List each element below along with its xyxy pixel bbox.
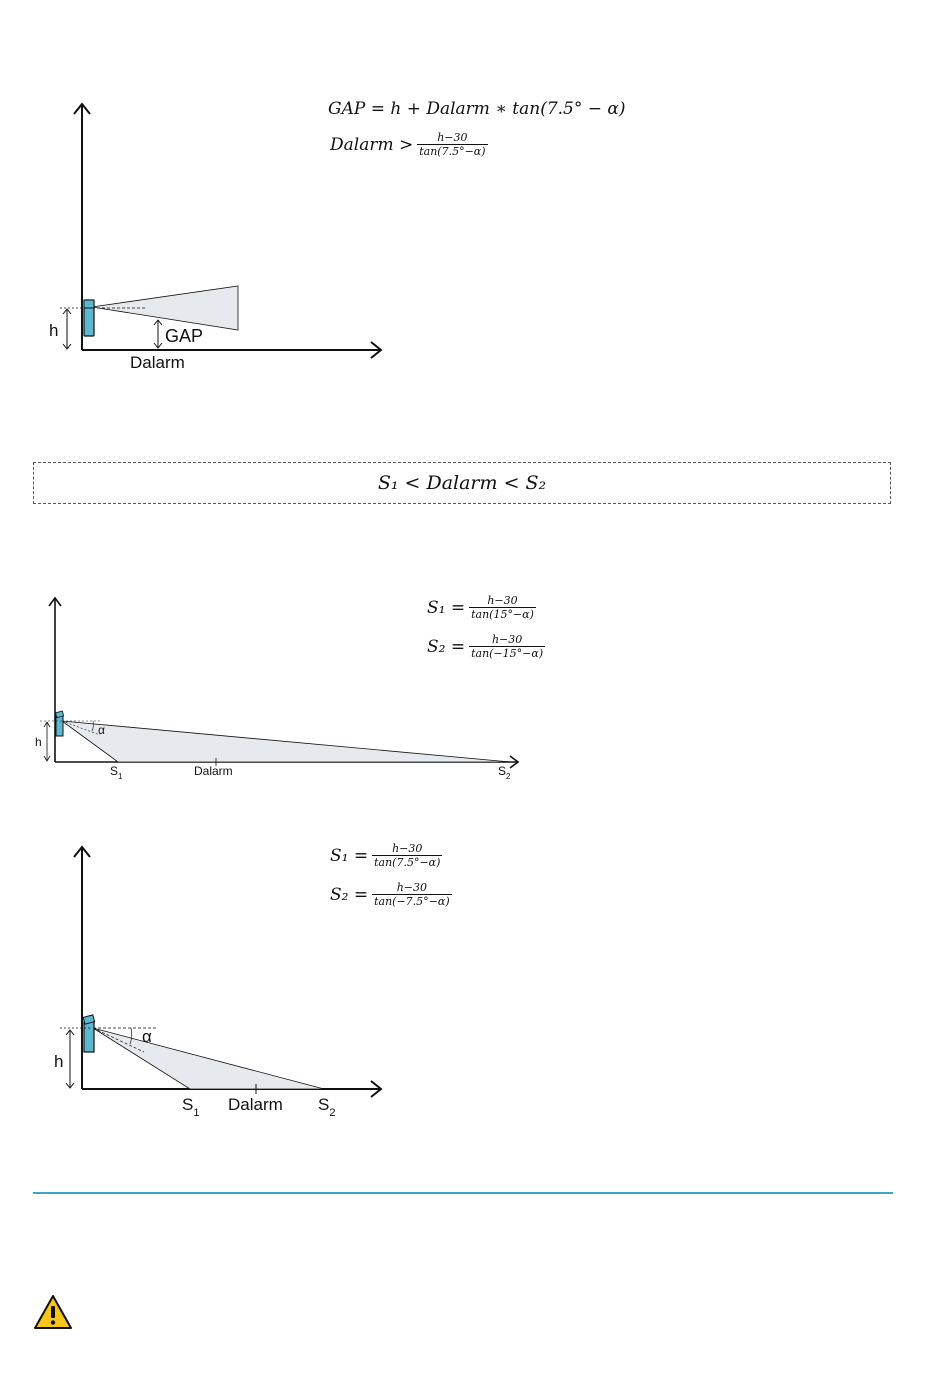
condition-text: S₁ < Dalarm < S₂ [377, 472, 547, 494]
fraction-numerator: h−30 [417, 131, 487, 145]
s1-label: $S_1$ [110, 764, 123, 781]
detection-beam [93, 1028, 324, 1089]
gap-formula: GAP = h + Dalarm ∗ tan(7.5° − α) [328, 99, 626, 119]
s2-label: $S_2$ [318, 1095, 336, 1119]
gap-label: GAP [165, 326, 204, 346]
formula-lhs: S₁ = [330, 845, 369, 866]
formula-fraction [372, 842, 442, 869]
formula-fraction [372, 881, 452, 908]
fraction-denominator: tan(−15°−α) [471, 647, 544, 660]
formula-lhs: S₂ = [427, 636, 466, 657]
fraction-denominator: tan(7.5°−α) [419, 145, 486, 158]
s1-formula-7-5 [330, 842, 442, 869]
sensor-device [83, 1015, 94, 1052]
dalarm-label: Dalarm [194, 764, 233, 778]
h-label: h [49, 321, 59, 340]
fraction-numerator: h−30 [469, 594, 536, 608]
dalarm-label: Dalarm [228, 1095, 283, 1114]
fraction-numerator: h−30 [372, 842, 442, 856]
fraction-numerator: h−30 [372, 881, 452, 895]
fraction-denominator: tan(7.5°−α) [374, 856, 441, 869]
h-label: h [54, 1052, 64, 1071]
alpha-label: α [98, 723, 105, 737]
dalarm-label: Dalarm [130, 353, 185, 372]
fraction-denominator: tan(15°−α) [471, 608, 534, 621]
h-label: h [35, 735, 42, 749]
s2-formula-7-5 [330, 881, 452, 908]
fraction-numerator: h−30 [469, 633, 545, 647]
fraction-denominator: tan(−7.5°−α) [374, 895, 450, 908]
s2-label: $S_2$ [498, 764, 511, 781]
formula-lhs: S₁ = [427, 597, 466, 618]
s1-label: $S_1$ [182, 1095, 200, 1119]
section-divider [33, 1192, 893, 1194]
alpha-label: α [142, 1027, 152, 1046]
dalarm-formula-lhs: Dalarm > [330, 134, 414, 155]
warning-triangle-icon [33, 1294, 73, 1330]
formula-lhs: S₂ = [330, 884, 369, 905]
